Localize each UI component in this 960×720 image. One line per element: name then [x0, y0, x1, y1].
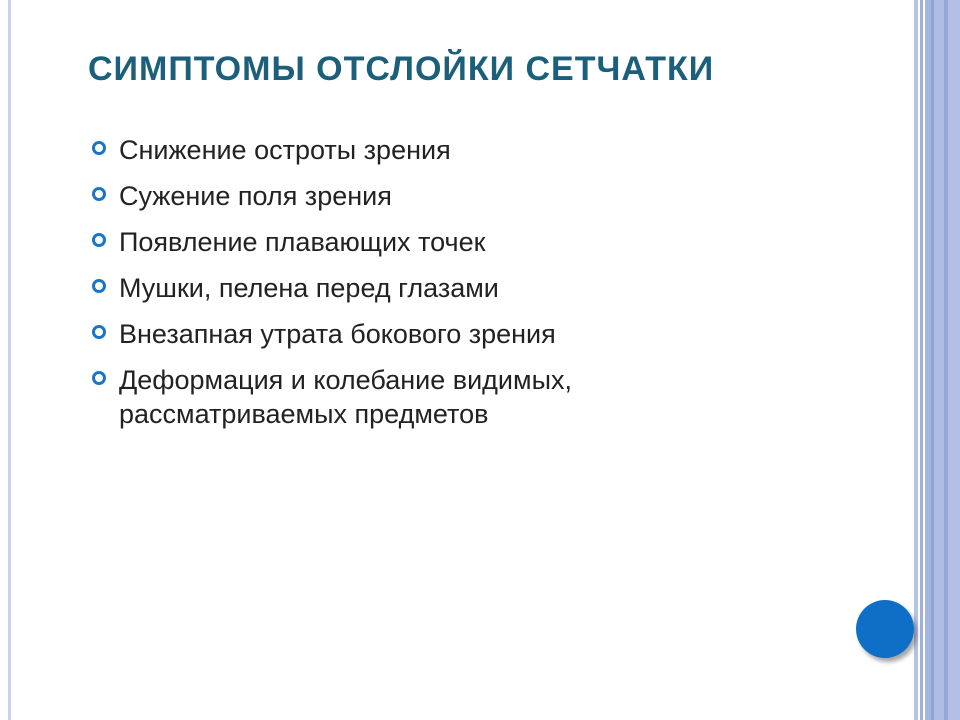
slide-title: СИМПТОМЫ ОТСЛОЙКИ СЕТЧАТКИ — [88, 50, 715, 88]
bullet-item — [92, 363, 792, 431]
left-border-line — [8, 0, 11, 720]
hollow-circle-bullet-icon — [92, 233, 106, 247]
bullet-text: Деформация и колебание видимых, рассматриваемых предметов — [119, 365, 572, 429]
bullet-text: Сужение поля зрения — [119, 181, 392, 211]
bullet-item — [92, 271, 792, 305]
hollow-circle-bullet-icon — [92, 371, 106, 385]
right-decorative-stripes — [914, 0, 960, 720]
hollow-circle-bullet-icon — [92, 279, 106, 293]
bullet-item — [92, 133, 792, 167]
blue-circle-button-icon[interactable] — [856, 600, 914, 658]
bullet-text: Мушки, пелена перед глазами — [119, 273, 499, 303]
hollow-circle-bullet-icon — [92, 325, 106, 339]
bullet-text: Появление плавающих точек — [119, 227, 486, 257]
bullet-item — [92, 179, 792, 213]
stripe — [934, 0, 944, 720]
hollow-circle-bullet-icon — [92, 141, 106, 155]
bullet-item — [92, 317, 792, 351]
hollow-circle-bullet-icon — [92, 187, 106, 201]
stripe — [948, 0, 960, 720]
bullet-text: Снижение остроты зрения — [119, 135, 451, 165]
bullet-item — [92, 225, 792, 259]
bullet-list — [92, 133, 792, 443]
bullet-text: Внезапная утрата бокового зрения — [119, 319, 556, 349]
